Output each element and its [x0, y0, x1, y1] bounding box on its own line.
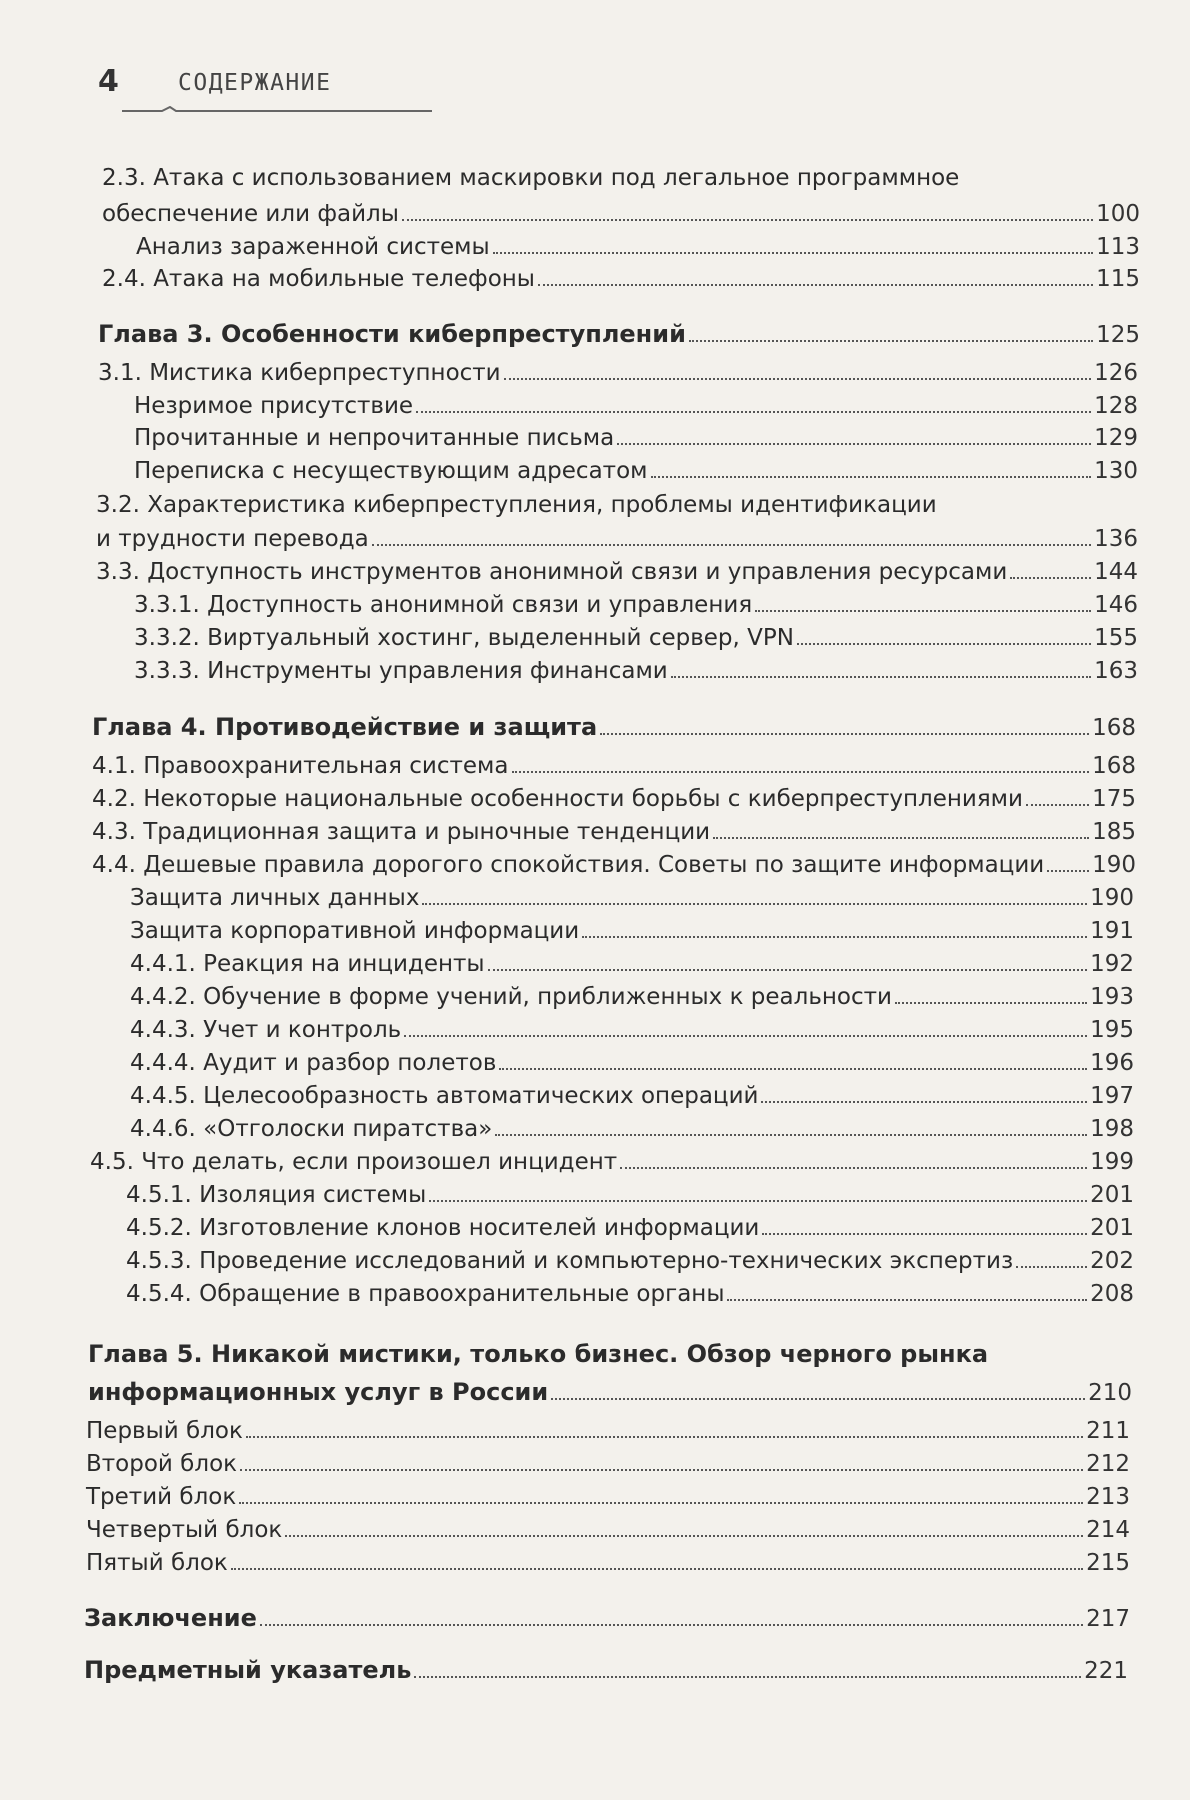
toc-entry [86, 1486, 1130, 1509]
toc-page-number: 191 [1090, 918, 1134, 944]
dot-leader [600, 733, 1089, 735]
page-number: 4 [98, 64, 119, 99]
dot-leader [895, 1002, 1087, 1004]
toc-page-number: 175 [1092, 786, 1136, 812]
toc-page-number: 190 [1092, 852, 1136, 878]
toc-page-number: 163 [1094, 658, 1138, 684]
dot-leader [402, 219, 1093, 221]
dot-leader [797, 643, 1091, 645]
toc-page-number: 199 [1090, 1149, 1134, 1175]
toc-chapter-entry [92, 715, 1136, 740]
toc-entry [126, 1250, 1134, 1273]
toc-page-number: 125 [1096, 322, 1140, 348]
toc-entry [86, 1552, 1130, 1575]
dot-leader [651, 476, 1092, 478]
toc-entry-title: Прочитанные и непрочитанные письма [134, 425, 615, 451]
dot-leader [1016, 1266, 1087, 1268]
dot-leader [422, 903, 1087, 905]
toc-entry [102, 268, 1140, 291]
dot-leader [404, 1035, 1087, 1037]
toc-page-number: 168 [1092, 753, 1136, 779]
toc-entry [86, 1519, 1130, 1542]
toc-entry [130, 887, 1134, 910]
toc-entry-title: 4.5.1. Изоляция системы [126, 1182, 427, 1208]
toc-page-number: 100 [1096, 201, 1140, 227]
dot-leader [504, 378, 1091, 380]
toc-entry-title: Незримое присутствие [134, 393, 414, 419]
toc-entry [134, 460, 1138, 483]
dot-leader [755, 610, 1091, 612]
toc-page-number: 185 [1092, 819, 1136, 845]
toc-entry [92, 788, 1136, 811]
dot-leader [762, 1233, 1087, 1235]
toc-entry [86, 1453, 1130, 1476]
toc-entry-title: информационных услуг в России [88, 1378, 549, 1406]
toc-page-number: 190 [1090, 885, 1134, 911]
toc-chapter-entry [98, 322, 1140, 347]
dot-leader [1010, 577, 1091, 579]
toc-entry-title: Первый блок [86, 1418, 243, 1444]
toc-entry-first-line: 3.2. Характеристика киберпреступления, проблемы идентификации [96, 492, 937, 518]
toc-entry-title: 4.4.5. Целесообразность автоматических операций [130, 1083, 759, 1109]
toc-entry-title: Защита личных данных [130, 885, 420, 911]
toc-entry-title: Пятый блок [86, 1550, 228, 1576]
dot-leader [239, 1502, 1083, 1504]
toc-page-number: 214 [1086, 1517, 1130, 1543]
toc-page-number: 155 [1094, 625, 1138, 651]
toc-entry [96, 528, 1138, 551]
toc-entry-title: Защита корпоративной информации [130, 918, 580, 944]
toc-entry [102, 203, 1140, 226]
dot-leader [689, 340, 1093, 342]
toc-entry-title: Предметный указатель [84, 1656, 412, 1684]
toc-entry [130, 1085, 1134, 1108]
toc-entry [126, 1217, 1134, 1240]
toc-chapter-entry [88, 1380, 1132, 1405]
toc-page-number: 129 [1094, 425, 1138, 451]
header-rule [122, 106, 432, 114]
toc-entry-title: 3.3. Доступность инструментов анонимной связи и управления ресурсами [96, 559, 1008, 585]
toc-page-number: 126 [1094, 360, 1138, 386]
toc-entry-title: 4.5.2. Изготовление клонов носителей информации [126, 1215, 760, 1241]
toc-chapter-entry [84, 1606, 1130, 1631]
toc-entry-title: 4.5. Что делать, если произошел инцидент [90, 1149, 618, 1175]
toc-entry [92, 854, 1136, 877]
toc-entry [92, 755, 1136, 778]
dot-leader [260, 1624, 1083, 1626]
dot-leader [671, 676, 1091, 678]
dot-leader [246, 1436, 1083, 1438]
dot-leader [713, 837, 1089, 839]
toc-entry [130, 1118, 1134, 1141]
toc-entry-title: 3.3.1. Доступность анонимной связи и управления [134, 592, 753, 618]
toc-entry [130, 920, 1134, 943]
toc-entry-first-line: Глава 5. Никакой мистики, только бизнес. Обзор черного рынка [88, 1340, 989, 1368]
toc-page-number: 215 [1086, 1550, 1130, 1576]
dot-leader [414, 1676, 1081, 1678]
dot-leader [761, 1101, 1087, 1103]
toc-page-number: 128 [1094, 393, 1138, 419]
toc-entry [96, 561, 1138, 584]
toc-page-number: 192 [1090, 951, 1134, 977]
dot-leader [551, 1398, 1085, 1400]
dot-leader [495, 1134, 1087, 1136]
toc-entry [134, 660, 1138, 683]
toc-page-number: 202 [1090, 1248, 1134, 1274]
toc-page-number: 201 [1090, 1215, 1134, 1241]
toc-page-number: 210 [1088, 1380, 1132, 1406]
toc-entry-title: 4.4.2. Обучение в форме учений, приближенных к реальности [130, 984, 892, 1010]
toc-page-number: 197 [1090, 1083, 1134, 1109]
toc-entry-title: Анализ зараженной системы [136, 234, 490, 260]
toc-entry [126, 1283, 1134, 1306]
dot-leader [582, 936, 1087, 938]
toc-entry-title: 4.4.6. «Отголоски пиратства» [130, 1116, 493, 1142]
toc-page-number: 201 [1090, 1182, 1134, 1208]
toc-page-number: 113 [1096, 234, 1140, 260]
toc-page-number: 130 [1094, 458, 1138, 484]
dot-leader [285, 1535, 1083, 1537]
toc-entry [136, 236, 1140, 259]
toc-entry-title: 4.4.4. Аудит и разбор полетов [130, 1050, 497, 1076]
dot-leader [416, 411, 1091, 413]
toc-entry-title: обеспечение или файлы [102, 201, 399, 227]
toc-page-number: 211 [1086, 1418, 1130, 1444]
dot-leader [493, 252, 1093, 254]
dot-leader [372, 544, 1091, 546]
dot-leader [240, 1469, 1083, 1471]
toc-entry-title: 4.3. Традиционная защита и рыночные тенденции [92, 819, 711, 845]
toc-entry [134, 594, 1138, 617]
toc-entry-title: Заключение [84, 1604, 257, 1632]
toc-entry-title: Второй блок [86, 1451, 238, 1477]
dot-leader [620, 1167, 1087, 1169]
toc-entry-title: 4.4. Дешевые правила дорогого спокойствия. Советы по защите информации [92, 852, 1045, 878]
toc-page-number: 213 [1086, 1484, 1130, 1510]
dot-leader [488, 969, 1088, 971]
dot-leader [1047, 870, 1089, 872]
toc-page-number: 221 [1084, 1658, 1128, 1684]
toc-entry-title: 3.3.3. Инструменты управления финансами [134, 658, 668, 684]
toc-entry-title: Глава 3. Особенности киберпреступлений [98, 320, 686, 348]
toc-entry [90, 1151, 1134, 1174]
toc-entry-title: Глава 4. Противодействие и защита [92, 713, 598, 741]
toc-entry-title: 4.4.1. Реакция на инциденты [130, 951, 485, 977]
dot-leader [727, 1299, 1087, 1301]
toc-entry-title: 4.5.3. Проведение исследований и компьютерно-технических экспертиз [126, 1248, 1014, 1274]
toc-entry [130, 953, 1134, 976]
toc-entry-title: 4.5.4. Обращение в правоохранительные органы [126, 1281, 725, 1307]
toc-entry [92, 821, 1136, 844]
dot-leader [231, 1568, 1083, 1570]
toc-entry [134, 427, 1138, 450]
toc-page-number: 198 [1090, 1116, 1134, 1142]
dot-leader [429, 1200, 1087, 1202]
toc-entry-title: Четвертый блок [86, 1517, 283, 1543]
dot-leader [617, 443, 1091, 445]
dot-leader [512, 771, 1090, 773]
toc-entry-first-line: 2.3. Атака с использованием маскировки под легальное программное [102, 165, 960, 191]
toc-page-number: 168 [1092, 715, 1136, 741]
toc-entry-title: 4.1. Правоохранительная система [92, 753, 509, 779]
toc-entry [98, 362, 1138, 385]
dot-leader [538, 284, 1093, 286]
toc-entry-title: Переписка с несуществующим адресатом [134, 458, 648, 484]
toc-entry [130, 986, 1134, 1009]
toc-entry-title: 3.1. Мистика киберпреступности [98, 360, 501, 386]
toc-entry [86, 1420, 1130, 1443]
dot-leader [499, 1068, 1087, 1070]
toc-page-number: 208 [1090, 1281, 1134, 1307]
toc-page-number: 212 [1086, 1451, 1130, 1477]
toc-page-number: 136 [1094, 526, 1138, 552]
toc-entry [134, 627, 1138, 650]
toc-entry [130, 1052, 1134, 1075]
toc-entry-title: 3.3.2. Виртуальный хостинг, выделенный сервер, VPN [134, 625, 794, 651]
toc-page-number: 144 [1094, 559, 1138, 585]
toc-page-number: 195 [1090, 1017, 1134, 1043]
toc-entry [134, 395, 1138, 418]
dot-leader [1026, 804, 1089, 806]
toc-page-number: 196 [1090, 1050, 1134, 1076]
running-title: СОДЕРЖАНИЕ [178, 70, 332, 96]
toc-page-number: 193 [1090, 984, 1134, 1010]
toc-page-number: 146 [1094, 592, 1138, 618]
toc-entry-title: и трудности перевода [96, 526, 369, 552]
page-header [98, 58, 358, 118]
toc-entry-title: Третий блок [86, 1484, 237, 1510]
toc-entry [130, 1019, 1134, 1042]
toc-entry-title: 2.4. Атака на мобильные телефоны [102, 266, 535, 292]
toc-entry-title: 4.2. Некоторые национальные особенности борьбы с киберпреступлениями [92, 786, 1023, 812]
toc-entry [126, 1184, 1134, 1207]
toc-page-number: 217 [1086, 1606, 1130, 1632]
toc-page-number: 115 [1096, 266, 1140, 292]
toc-chapter-entry [84, 1658, 1128, 1683]
toc-entry-title: 4.4.3. Учет и контроль [130, 1017, 402, 1043]
